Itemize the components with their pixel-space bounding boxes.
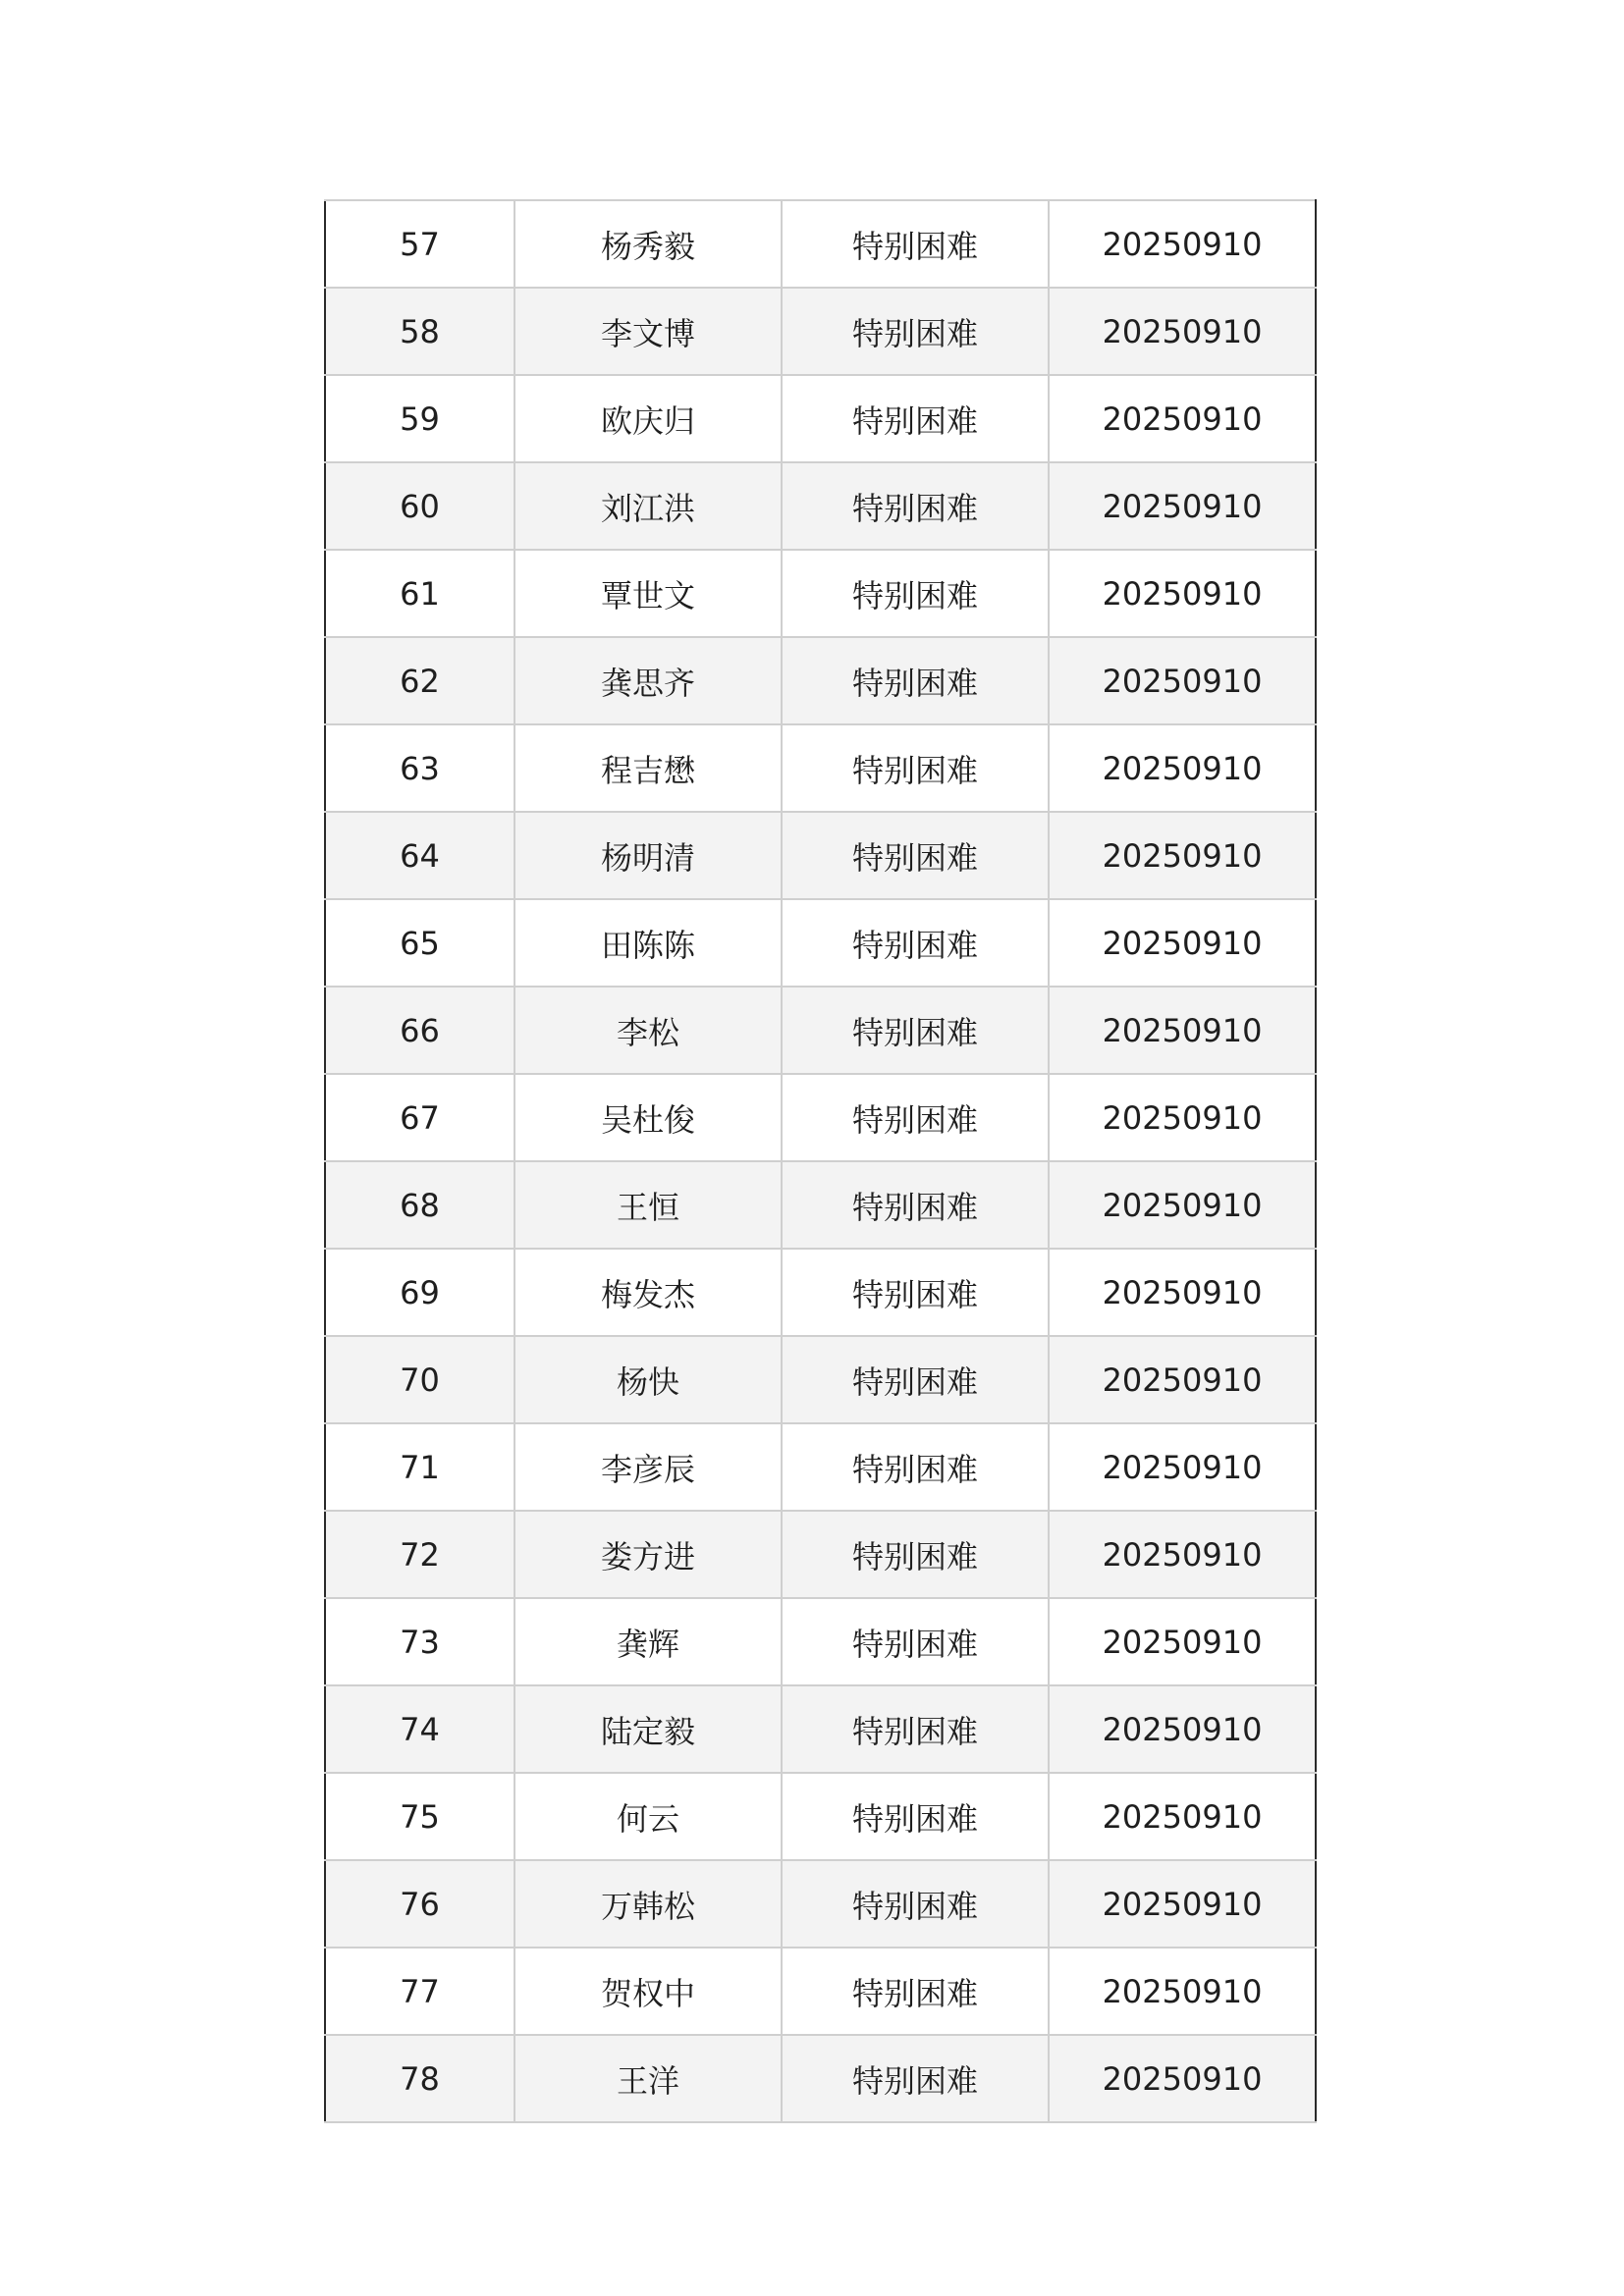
difficulty-category-cell: 特别困难: [782, 1511, 1049, 1598]
difficulty-category-cell: 特别困难: [782, 987, 1049, 1074]
date-cell: 20250910: [1049, 1423, 1316, 1511]
date-cell: 20250910: [1049, 2035, 1316, 2122]
difficulty-category-cell: 特别困难: [782, 288, 1049, 375]
student-name-cell: 吴杜俊: [514, 1074, 782, 1161]
row-number-cell: 68: [325, 1161, 514, 1249]
table-row: [325, 987, 1316, 1074]
table-row: [325, 462, 1316, 550]
table-row: [325, 1423, 1316, 1511]
row-number-cell: 70: [325, 1336, 514, 1423]
date-cell: 20250910: [1049, 1598, 1316, 1685]
row-number-cell: 57: [325, 200, 514, 288]
table-row: [325, 200, 1316, 288]
student-name-cell: 程吉懋: [514, 724, 782, 812]
date-cell: 20250910: [1049, 1074, 1316, 1161]
row-number-cell: 60: [325, 462, 514, 550]
row-number-cell: 67: [325, 1074, 514, 1161]
row-number-cell: 78: [325, 2035, 514, 2122]
difficulty-category-cell: 特别困难: [782, 899, 1049, 987]
difficulty-category-cell: 特别困难: [782, 550, 1049, 637]
student-name-cell: 李彦辰: [514, 1423, 782, 1511]
date-cell: 20250910: [1049, 1685, 1316, 1773]
table-row: [325, 550, 1316, 637]
date-cell: 20250910: [1049, 550, 1316, 637]
table-row: [325, 1860, 1316, 1948]
difficulty-category-cell: 特别困难: [782, 1423, 1049, 1511]
student-name-cell: 龚思齐: [514, 637, 782, 724]
student-name-cell: 梅发杰: [514, 1249, 782, 1336]
difficulty-category-cell: 特别困难: [782, 462, 1049, 550]
row-number-cell: 76: [325, 1860, 514, 1948]
date-cell: 20250910: [1049, 462, 1316, 550]
row-number-cell: 77: [325, 1948, 514, 2035]
table-row: [325, 375, 1316, 462]
date-cell: 20250910: [1049, 637, 1316, 724]
date-cell: 20250910: [1049, 200, 1316, 288]
row-number-cell: 72: [325, 1511, 514, 1598]
date-cell: 20250910: [1049, 1773, 1316, 1860]
date-cell: 20250910: [1049, 1860, 1316, 1948]
difficulty-category-cell: 特别困难: [782, 637, 1049, 724]
date-cell: 20250910: [1049, 899, 1316, 987]
table-row: [325, 1336, 1316, 1423]
date-cell: 20250910: [1049, 724, 1316, 812]
date-cell: 20250910: [1049, 1336, 1316, 1423]
table-row: [325, 1773, 1316, 1860]
date-cell: 20250910: [1049, 1161, 1316, 1249]
student-name-cell: 覃世文: [514, 550, 782, 637]
row-number-cell: 75: [325, 1773, 514, 1860]
student-name-cell: 欧庆归: [514, 375, 782, 462]
student-name-cell: 李文博: [514, 288, 782, 375]
student-name-cell: 杨秀毅: [514, 200, 782, 288]
student-name-cell: 杨明清: [514, 812, 782, 899]
table-row: [325, 1074, 1316, 1161]
student-name-cell: 何云: [514, 1773, 782, 1860]
date-cell: 20250910: [1049, 1249, 1316, 1336]
table-row: [325, 899, 1316, 987]
student-name-cell: 田陈陈: [514, 899, 782, 987]
difficulty-category-cell: 特别困难: [782, 724, 1049, 812]
student-name-cell: 王洋: [514, 2035, 782, 2122]
date-cell: 20250910: [1049, 1511, 1316, 1598]
table-row: [325, 637, 1316, 724]
table-row: [325, 2035, 1316, 2122]
row-number-cell: 61: [325, 550, 514, 637]
difficulty-category-cell: 特别困难: [782, 1161, 1049, 1249]
row-number-cell: 59: [325, 375, 514, 462]
difficulty-category-cell: 特别困难: [782, 1249, 1049, 1336]
student-name-cell: 龚辉: [514, 1598, 782, 1685]
date-cell: 20250910: [1049, 375, 1316, 462]
date-cell: 20250910: [1049, 987, 1316, 1074]
difficulty-category-cell: 特别困难: [782, 812, 1049, 899]
row-number-cell: 63: [325, 724, 514, 812]
table-row: [325, 1511, 1316, 1598]
date-cell: 20250910: [1049, 288, 1316, 375]
student-name-cell: 杨快: [514, 1336, 782, 1423]
date-cell: 20250910: [1049, 812, 1316, 899]
table-row: [325, 1685, 1316, 1773]
table-row: [325, 1161, 1316, 1249]
student-name-cell: 刘江洪: [514, 462, 782, 550]
table-row: [325, 1249, 1316, 1336]
row-number-cell: 62: [325, 637, 514, 724]
student-name-cell: 李松: [514, 987, 782, 1074]
difficulty-category-cell: 特别困难: [782, 1948, 1049, 2035]
row-number-cell: 64: [325, 812, 514, 899]
table-row: [325, 724, 1316, 812]
row-number-cell: 65: [325, 899, 514, 987]
student-list-table: [324, 199, 1317, 2123]
difficulty-category-cell: 特别困难: [782, 200, 1049, 288]
row-number-cell: 58: [325, 288, 514, 375]
difficulty-category-cell: 特别困难: [782, 1773, 1049, 1860]
row-number-cell: 69: [325, 1249, 514, 1336]
table-row: [325, 812, 1316, 899]
row-number-cell: 74: [325, 1685, 514, 1773]
student-name-cell: 王恒: [514, 1161, 782, 1249]
row-number-cell: 73: [325, 1598, 514, 1685]
difficulty-category-cell: 特别困难: [782, 1685, 1049, 1773]
table-body: [325, 200, 1316, 2122]
difficulty-category-cell: 特别困难: [782, 375, 1049, 462]
row-number-cell: 66: [325, 987, 514, 1074]
student-name-cell: 陆定毅: [514, 1685, 782, 1773]
student-name-cell: 万韩松: [514, 1860, 782, 1948]
difficulty-category-cell: 特别困难: [782, 1860, 1049, 1948]
date-cell: 20250910: [1049, 1948, 1316, 2035]
table-row: [325, 1598, 1316, 1685]
student-name-cell: 娄方进: [514, 1511, 782, 1598]
difficulty-category-cell: 特别困难: [782, 1598, 1049, 1685]
difficulty-category-cell: 特别困难: [782, 1074, 1049, 1161]
difficulty-category-cell: 特别困难: [782, 2035, 1049, 2122]
table-row: [325, 1948, 1316, 2035]
table-row: [325, 288, 1316, 375]
difficulty-category-cell: 特别困难: [782, 1336, 1049, 1423]
row-number-cell: 71: [325, 1423, 514, 1511]
student-name-cell: 贺权中: [514, 1948, 782, 2035]
